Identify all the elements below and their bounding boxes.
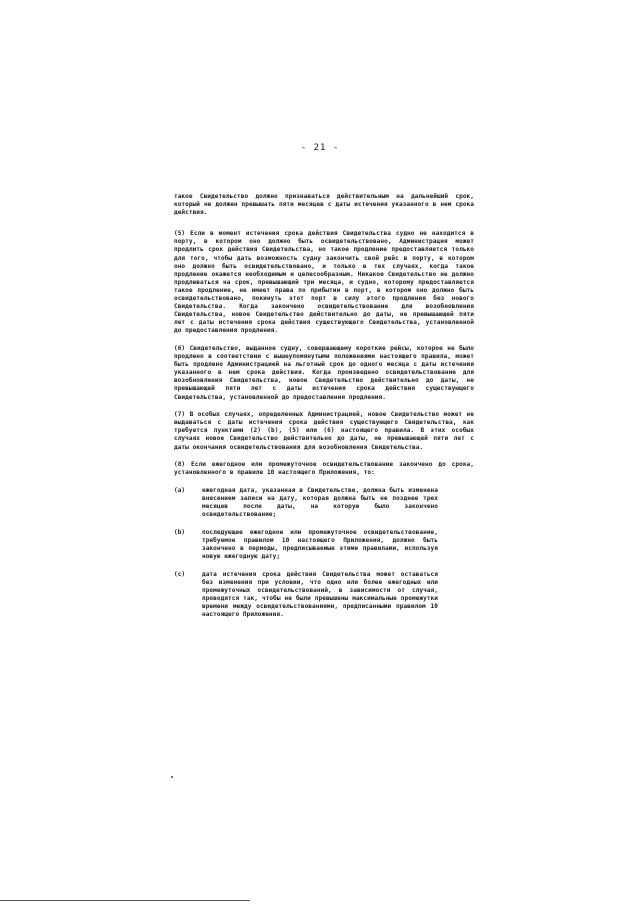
paragraph-continuation: такое Свидетельство должно признаваться действительным на дальнейший срок, который не должен превышать пяти месяцев с даты истечения указанного в нем срока действия. [174, 193, 474, 217]
subitem-text: ежегодная дата, указанная в Свидетельстве, должна быть изменена внесением записи на дату, которая должна быть не позднее трех месяцев после даты, на которую было закончено освидетельствование; [202, 486, 438, 519]
paragraph-5: (5) Если в момент истечения срока действия Свидетельства судно не находится в порту, в котором оно должно быть освидетельствовано, Администрация может продлить срок действия Свидетельства, но такое продление предоставляется только для того, чтобы дать возможность судну закончить свой рейс в порту, в котором оно должно быть освидетельствовано, и только в тех случаях, когда такое продление окажется необходимым и целесообразным. Никакое Свидетельство не должно продлеваться на срок, превышающий три месяца, и судно, которому предоставляется такое продление, не имеет права по прибытии в порт, в котором оно должно быть освидетельствовано, покинуть этот порт в силу этого продления без нового Свидетельства. Когда закончено освидетельствование для возобновления Свидетельства, новое Свидетельство действительно до даты, не превышающей пяти лет с даты истечения срока действия существующего Свидетельства, установленной до предоставления продления. [174, 230, 474, 335]
subitem-label: (b) [174, 528, 186, 536]
subitem-label: (c) [174, 570, 186, 578]
document-body [174, 193, 474, 629]
page-number: - 21 - [300, 143, 340, 153]
paragraph-6: (6) Свидетельство, выданное судну, совершающему короткие рейсы, которое не было продлено в соответствии с вышеупомянутыми положениями настоящего правила, может быть продлено Администрацией на льготный срок до одного месяца с даты истечения указанного в нем срока действия. Когда произведено освидетельствование для возобновления Свидетельства, новое Свидетельство действительно до даты, не превышающей пяти лет с даты истечения срока действия существующего Свидетельства, установленной до предоставления продления. [174, 345, 474, 401]
paragraph-8: (8) Если ежегодное или промежуточное освидетельствование закончено до срока, установленного в правиле 10 настоящего Приложения, то: [174, 461, 474, 477]
subitem-a [174, 487, 474, 519]
subitem-text: последующее ежегодное или промежуточное освидетельствование, требуемое правилом 10 настоящего Приложения, должно быть закончено в периоды, предписываемые этими правилами, используя новую ежегодную дату; [202, 528, 438, 560]
subitem-label: (a) [174, 486, 186, 494]
subitem-c [174, 571, 474, 620]
paragraph-7: (7) В особых случаях, определенных Администрацией, новое Свидетельство может не выдаваться с даты истечения срока действия существующего Свидетельства, как требуется пунктами (2) (b), (5) или (6) настоящего правила. В этих особых случаях новое Свидетельство действительно до даты, не превышающей пяти лет с даты окончания освидетельствования для возобновления Свидетельства. [174, 411, 474, 451]
subitem-b [174, 529, 474, 561]
scan-edge-line [0, 900, 250, 901]
scan-speck [171, 776, 173, 778]
subitem-text: дата истечения срока действия Свидетельства может оставаться без изменения при условии, что одно или более ежегодных или промежуточных освидетельствований, в зависимости от случая, проводятся так, чтобы не были превышены максимальные промежутки времени между освидетельствованиями, предписанными правилом 10 настоящего Приложения. [202, 570, 438, 619]
